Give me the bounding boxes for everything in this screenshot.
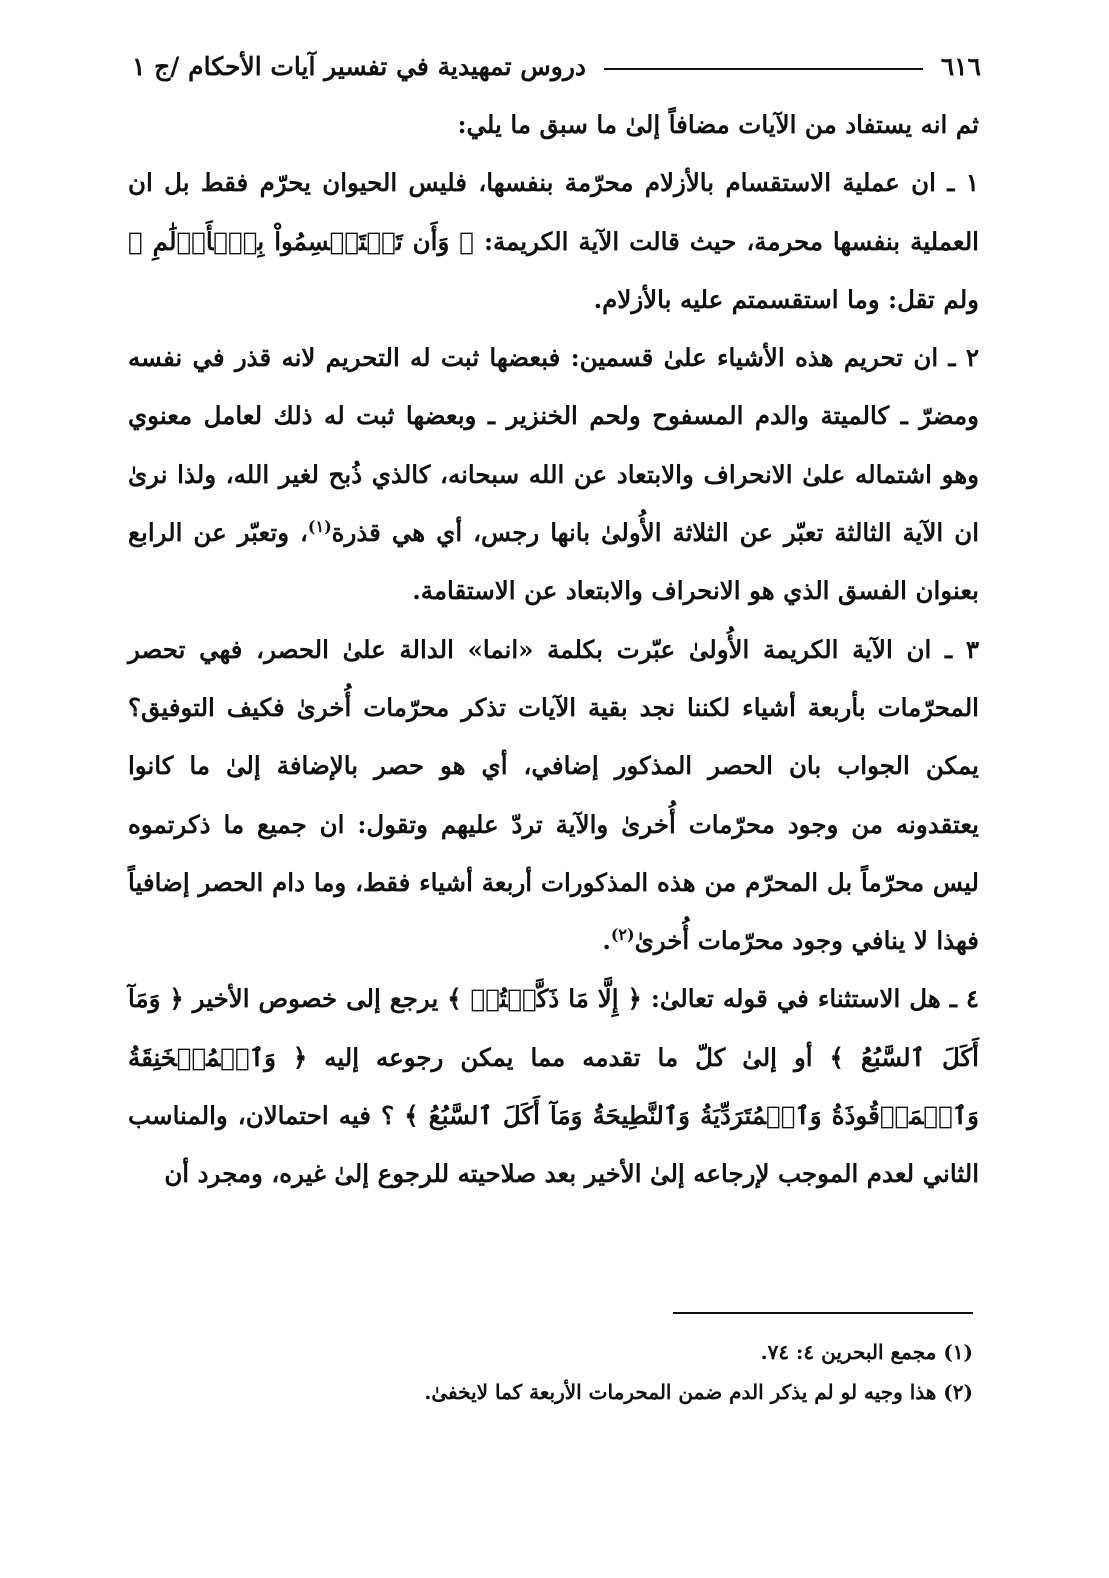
paragraph-text: ٢ ـ ان تحريم هذه الأشياء علىٰ قسمين: فبعضها ثبت له التحريم لانه قذر في نفسه ومضرّ ـ كالميتة والدم المسفوح ولحم الخنزير ـ وبعضها ثبت له ذلك لعامل معنوي وهو اشتماله علىٰ الانحراف والابتعاد عن الله سبحانه، كالذي ذُبح لغير الله، ولذا نرىٰ ان الآية الثالثة تعبّر عن الثلاثة الأُولىٰ بانها رجس، أي هي قذرة	[128, 343, 979, 548]
footnote-ref-1[interactable]: (١)	[307, 516, 332, 536]
footnote-ref-2[interactable]: (٢)	[610, 925, 635, 944]
paragraph-text: .	[602, 926, 611, 956]
paragraph-intro: ثم انه يستفاد من الآيات مضافاً إلىٰ ما سبق ما يلي:	[457, 110, 979, 139]
running-title: دروس تمهيدية في تفسير آيات الأحكام /ج ١	[132, 51, 587, 81]
body-text	[128, 96, 979, 1204]
footnotes	[128, 1332, 973, 1412]
footnote-1: (١) مجمع البحرين ٤: ٧٤.	[760, 1340, 973, 1364]
running-header	[132, 44, 981, 88]
footnote-2: (٢) هذا وجيه لو لم يذكر الدم ضمن المحرمات الأربعة كما لايخفىٰ.	[424, 1380, 973, 1404]
paragraph-point-2	[128, 329, 979, 620]
paragraph-text: ٣ ـ ان الآية الكريمة الأُولىٰ عبّرت بكلمة «انما» الدالة علىٰ الحصر، فهي تحصر المحرّمات بأربعة أشياء لكننا نجد بقية الآيات تذكر محرّمات أُخرىٰ فكيف التوفيق؟ يمكن الجواب بان الحصر المذكور إضافي، أي هو حصر بالإضافة إلىٰ ما كانوا يعتقدونه من وجود محرّمات أُخرىٰ والآية تردّ عليهم وتقول: ان جميع ما ذكرتموه ليس محرّماً بل المحرّم من هذه المذكورات أربعة أشياء فقط، وما دام الحصر إضافياً فهذا لا ينافي وجود محرّمات أُخرىٰ	[128, 634, 979, 956]
header-rule	[604, 68, 923, 70]
paragraph-point-1: ١ ـ ان عملية الاستقسام بالأزلام محرّمة بنفسها، فليس الحيوان يحرّم فقط بل ان العملية بنفسها محرمة، حيث قالت الآية الكريمة: ﴿ وَأَن تَسۡتَقۡسِمُواْ بِٱلۡأَزۡلَٰمِ ﴾ ولم تقل: وما استقسمتم عليه بالأزلام.	[128, 168, 979, 314]
footnote-divider	[673, 1312, 973, 1314]
page-number: ٦١٦	[940, 51, 981, 81]
paragraph-point-3	[128, 621, 979, 971]
paragraph-point-4: ٤ ـ هل الاستثناء في قوله تعالىٰ: ﴿ إِلَّا مَا ذَكَّيۡتُمۡ ﴾ يرجع إلى خصوص الأخير ﴿ وَمَآ أَكَلَ ٱلسَّبُعُ ﴾ أو إلىٰ كلّ ما تقدمه مما يمكن رجوعه إليه ﴿ وَٱلۡمُنۡخَنِقَةُ وَٱلۡمَوۡقُوذَةُ وَٱلۡمُتَرَدِّيَةُ وَٱلنَّطِيحَةُ وَمَآ أَكَلَ ٱلسَّبُعُ ﴾ ؟ فيه احتمالان، والمناسب الثاني لعدم الموجب لإرجاعه إلىٰ الأخير بعد صلاحيته للرجوع إلىٰ غيره، ومجرد أن	[128, 984, 979, 1189]
paragraph-text: ، وتعبّر عن الرابع بعنوان الفسق الذي هو الانحراف والابتعاد عن الاستقامة.	[128, 518, 979, 606]
